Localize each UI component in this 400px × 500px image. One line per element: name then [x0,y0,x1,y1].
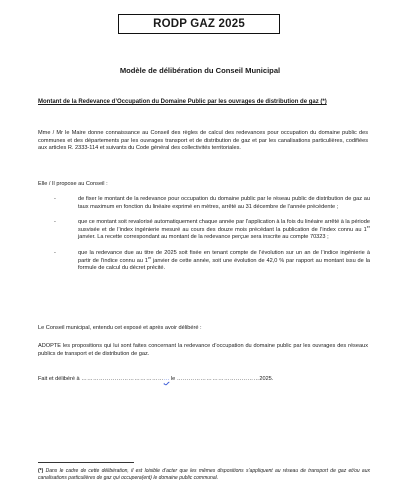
signature-prefix: Fait et délibéré à [38,376,80,382]
signature-year: 2025. [259,376,274,382]
footnote [38,468,370,482]
footnote-mark: (*) [38,468,44,474]
council-paragraph: Le Conseil municipal, entendu cet exposé et après avoir délibéré : [38,325,202,331]
intro-paragraph: Mme / Mr le Maire donne connaissance au Conseil des règles de calcul des redevances pour occupation du domaine public des communes et des départements par les ouvrages transport et de distribution de gaz et par les canalisations particulières, codifiées aux articles R. 2333-114 et suivants du Code général des collectivités territoriales. [38,130,368,152]
footnote-text: Dans le cadre de cette délibération, il est loisible d’acter que les mêmes dispositions s’appliquent au réseau de transport de gaz et/ou aux canalisations particulières de gaz qui occupera(ent) le domaine public communal. [38,468,370,481]
ordinal-superscript: er [366,224,370,229]
adopts-paragraph: ADOPTE les propositions qui lui sont faites concernant la redevance d’occupation du domaine public par les ouvrages des réseaux publics de transport et de distribution de gaz. [38,343,368,357]
list-item [44,250,370,273]
bullet-dash: - [54,249,56,256]
footnote-separator [38,462,134,463]
signature-date-dots: …………………………………… [176,376,260,382]
list-item [44,196,370,211]
document-title: RODP GAZ 2025 [118,14,280,34]
bullet-dash: - [54,196,56,202]
proposal-item-3: que la redevance due au titre de 2025 soit fixée en tenant compte de l’évolution sur un an de l’indice ingénierie à partir de l’indice connu au 1er janvier de cette année, soit une évolution de 42,0 % par rapport au montant issu de la formule de calcul du décret précité. [78,249,370,272]
signature-place-dots: …………………………………… [81,376,164,382]
signature-line [38,376,368,384]
list-item [44,219,370,242]
proposal-lead: Elle / Il propose au Conseil : [38,181,108,187]
bullet-dash: - [54,219,56,226]
document-heading: Modèle de délibération du Conseil Municipal [119,66,281,75]
ordinal-superscript: er [147,255,152,260]
proposal-list [44,196,370,281]
signature-date-word: le [170,376,176,382]
proposal-item-1: de fixer le montant de la redevance pour occupation du domaine public par le réseau public de distribution de gaz au taux maximum en fonction du linéaire exprimé en mètres, arrêté au 31 décembre de l’année précédente ; [78,196,370,210]
signature-place-dots-marked: … [163,376,170,382]
proposal-item-2: que ce montant soit revalorisé automatiquement chaque année par l’application à la fois du linéaire arrêté à la période susvisée et de l’index ingénierie mesuré au cours des douze mois précédant la publication de l’index connu au 1er janvier. La recette correspondant au montant de la redevance perçue sera inscrite au compte 70323 ; [78,219,370,241]
subject-line: Montant de la Redevance d’Occupation du Domaine Public par les ouvrages de distribution de gaz (*) [38,99,327,105]
